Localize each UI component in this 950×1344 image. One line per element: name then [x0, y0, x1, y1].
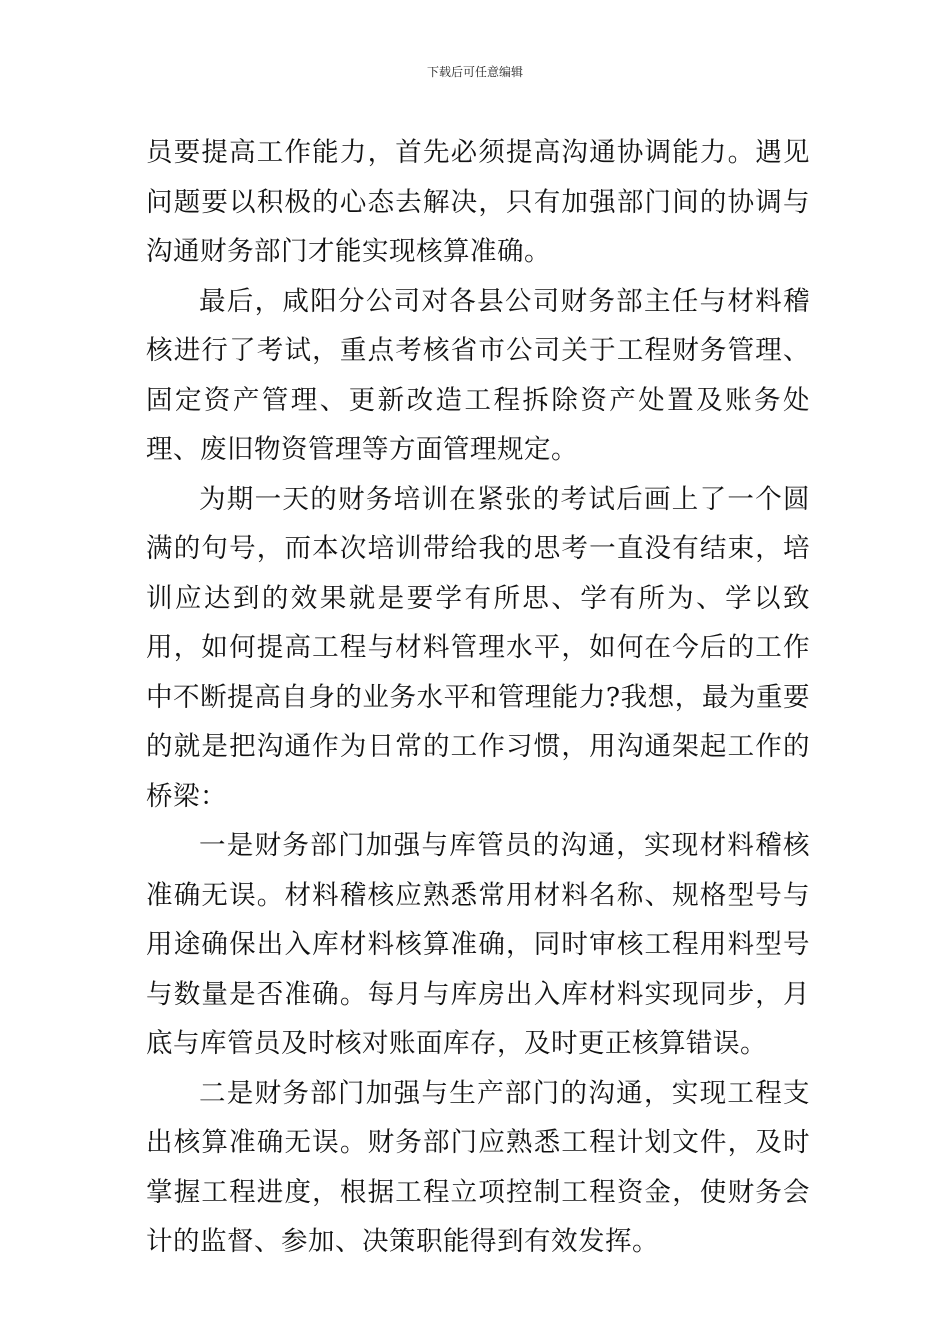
page-header: 下载后可任意编辑 [426, 65, 523, 79]
document-body [146, 128, 810, 1267]
paragraph-2: 最后，咸阳分公司对各县公司财务部主任与材料稽核进行了考试，重点考核省市公司关于工程财务管理、固定资产管理、更新改造工程拆除资产处置及账务处理、废旧物资管理等方面管理规定。 [146, 285, 810, 465]
paragraph-3: 为期一天的财务培训在紧张的考试后画上了一个圆满的句号，而本次培训带给我的思考一直没有结束，培训应达到的效果就是要学有所思、学有所为、学以致用，如何提高工程与材料管理水平，如何在今后的工作中不断提高自身的业务水平和管理能力?我想，最为重要的就是把沟通作为日常的工作习惯，用沟通架起工作的桥梁： [146, 483, 810, 812]
paragraph-1: 员要提高工作能力，首先必须提高沟通协调能力。遇见问题要以积极的心态去解决，只有加强部门间的协调与沟通财务部门才能实现核算准确。 [146, 137, 810, 267]
paragraph-5: 二是财务部门加强与生产部门的沟通，实现工程支出核算准确无误。财务部门应熟悉工程计划文件，及时掌握工程进度，根据工程立项控制工程资金，使财务会计的监督、参加、决策职能得到有效发挥。 [146, 1077, 810, 1257]
paragraph-4: 一是财务部门加强与库管员的沟通，实现材料稽核准确无误。材料稽核应熟悉常用材料名称、规格型号与用途确保出入库材料核算准确，同时审核工程用料型号与数量是否准确。每月与库房出入库材料实现同步，月底与库管员及时核对账面库存，及时更正核算错误。 [146, 830, 810, 1059]
